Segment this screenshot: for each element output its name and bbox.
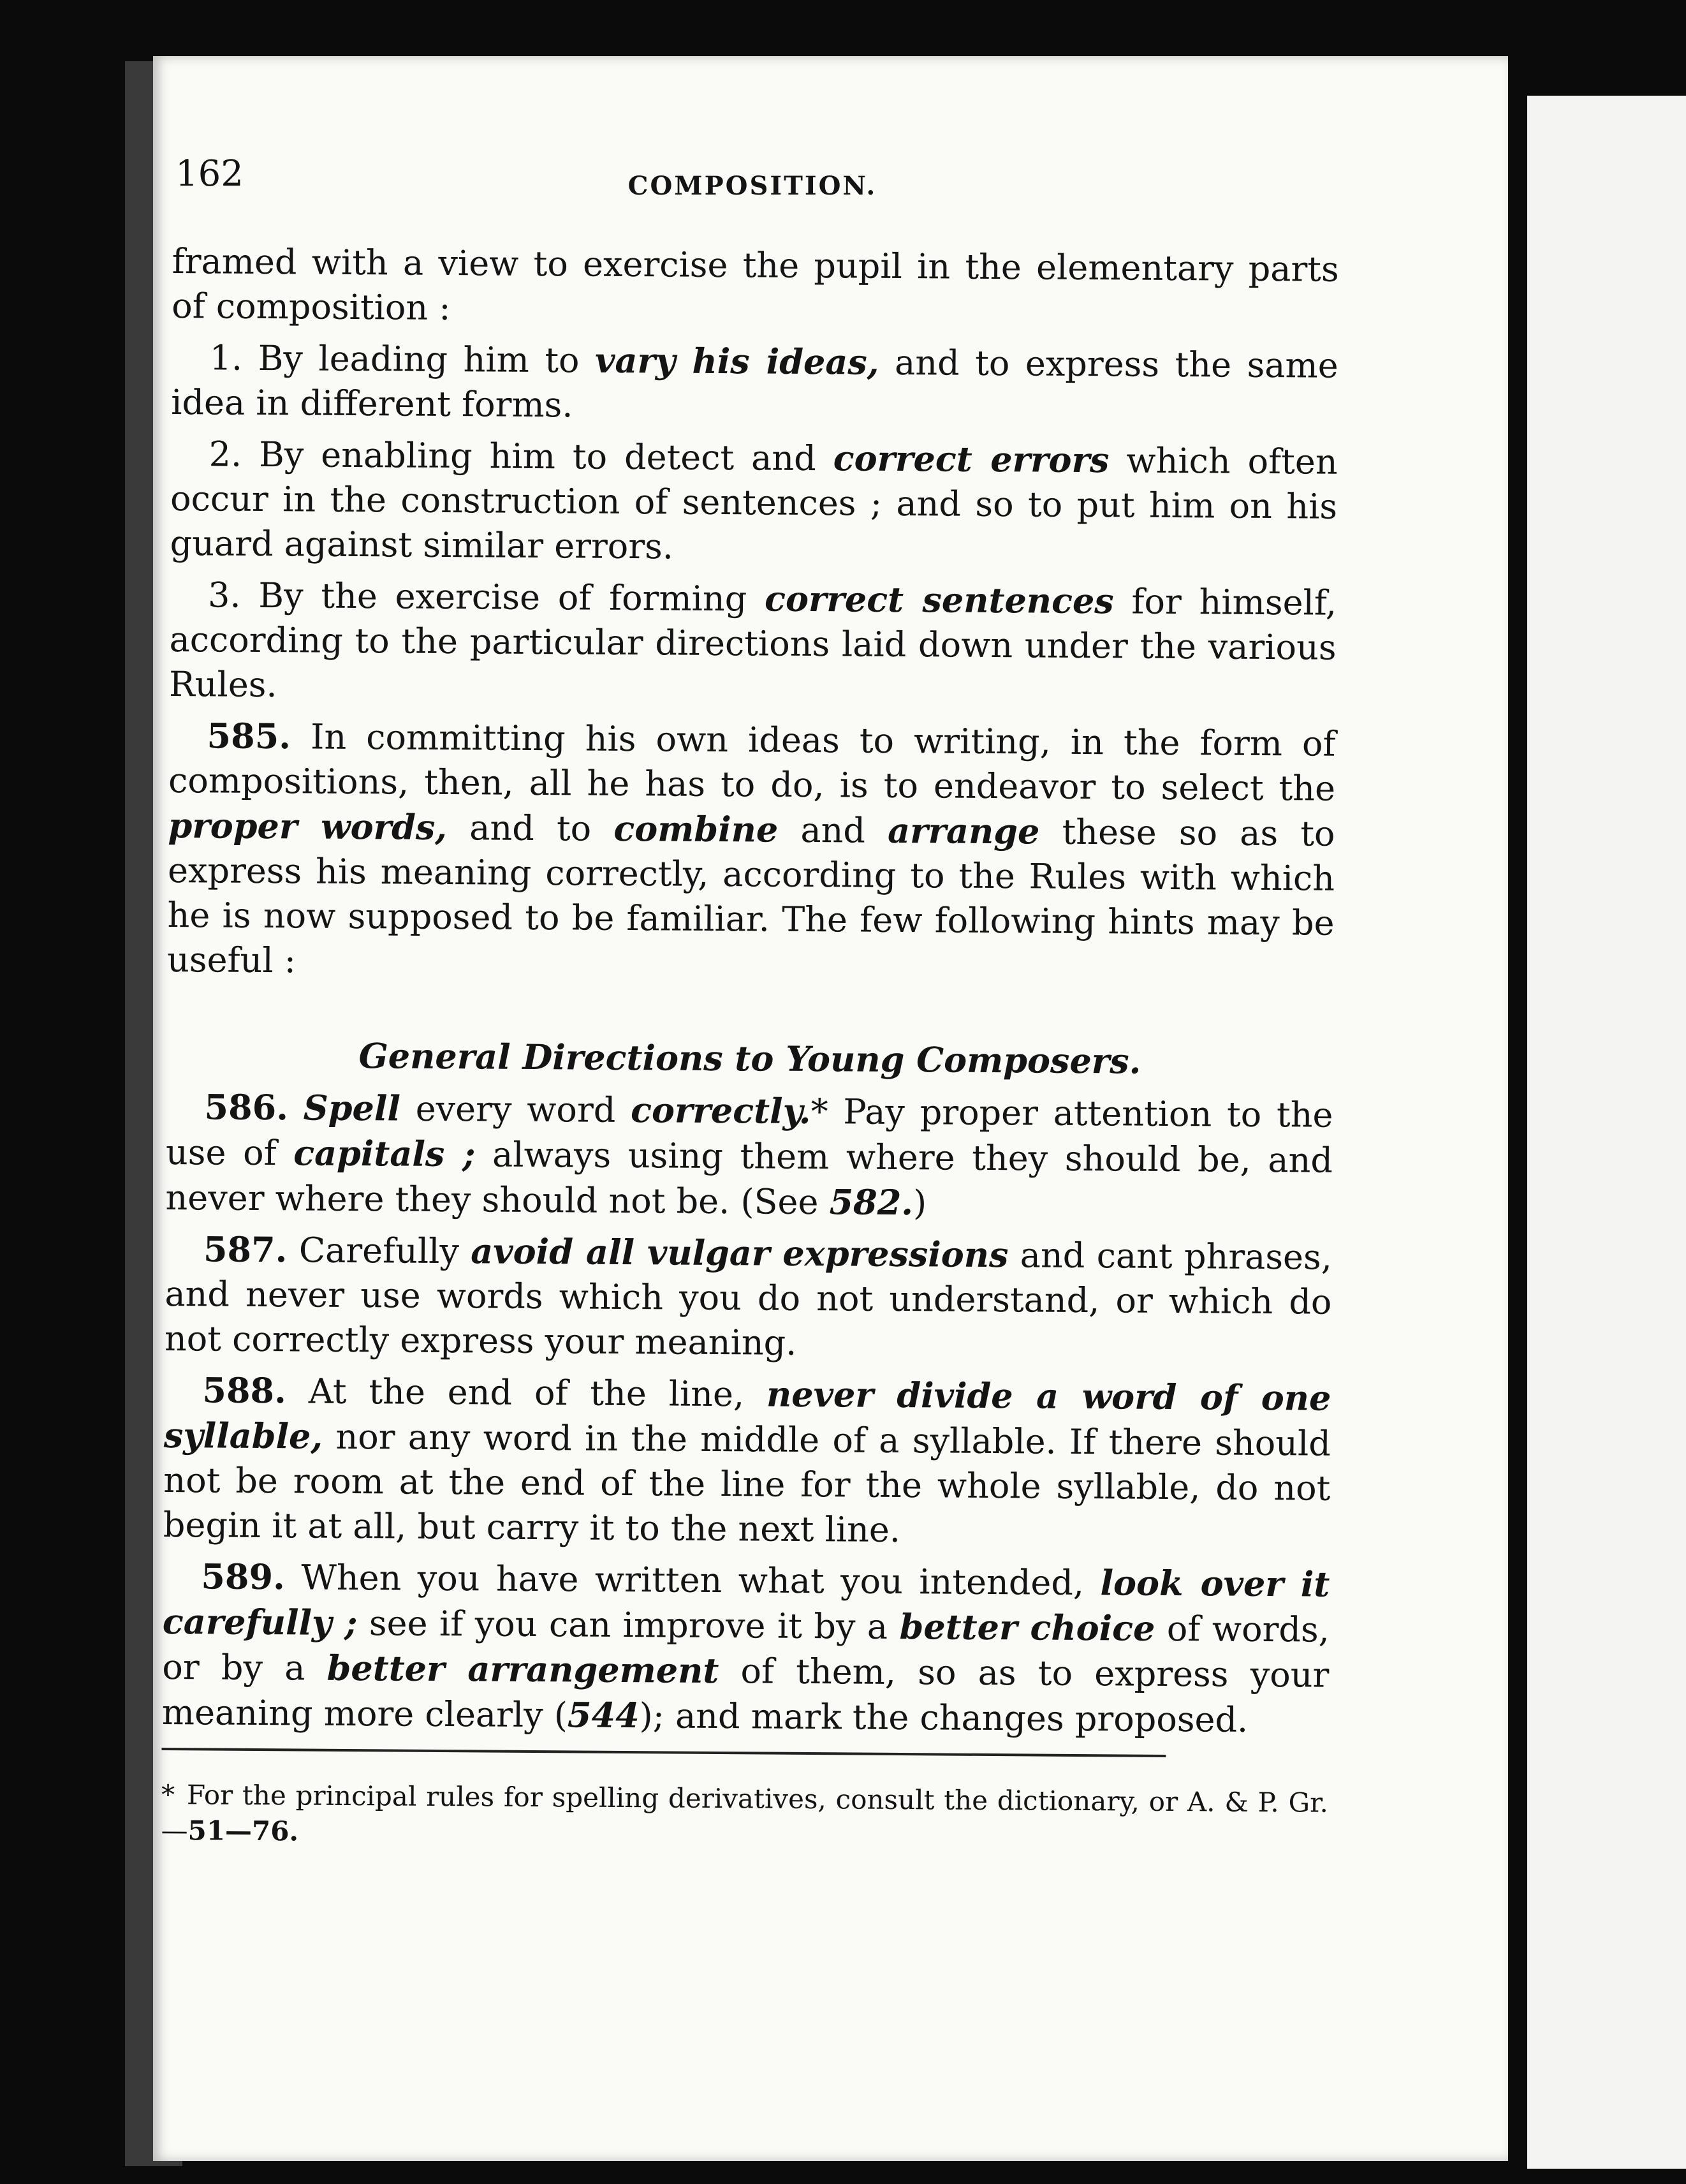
paragraph-585: 585. In committing his own ideas to writing, in the form of compositions, then, all he has to do, is to endeavor to select the proper words, and to combine and arrange these so as to express his meaning correctly, according to the Rules with which he is now supposed to be familiar. The few following hints may be useful : — [166, 715, 1336, 981]
footnote-marker: * — [810, 1091, 828, 1132]
facing-page-edge — [1527, 96, 1686, 2169]
page-gutter — [1508, 56, 1527, 2161]
paragraph-586: 586. Spell every word correctly.* Pay proper attention to the use of capitals ; always using them where they should be, and never where they should not be. (See 582.) — [165, 1086, 1333, 1223]
paragraph-588: 588. At the end of the line, never divide a word of one syllable, nor any word in the middle of a syllable. If there should not be room at the end of the line for the whole syllable, do not begin it at all, but carry it to the next line. — [163, 1369, 1331, 1551]
running-head: COMPOSITION. — [627, 171, 877, 201]
section-heading: General Directions to Young Composers. — [358, 1035, 1141, 1082]
footnote-mark: * — [161, 1778, 175, 1811]
paragraph-589: 589. When you have written what you intended, look over it carefully ; see if you can improve it by a better choice of words, or by a better arrangement of them, so as to express your meaning more clearly (544); and mark the changes proposed. — [161, 1556, 1330, 1740]
paragraph-number: 585. — [207, 715, 291, 757]
list-item-3: 3. By the exercise of forming correct sentences for himself, according to the particular directions laid down under the various Rules. — [168, 575, 1337, 705]
emphasis: vary his ideas, — [594, 339, 879, 383]
paragraph-number: 589. — [201, 1556, 286, 1598]
emphasis: correct errors — [833, 438, 1110, 481]
paragraph-587: 587. Carefully avoid all vulgar expressions and cant phrases, and never use words which you do not understand, or which do not correctly express your meaning. — [164, 1228, 1333, 1363]
paragraph-number: 586. — [204, 1086, 289, 1128]
intro-paragraph: framed with a view to exercise the pupil in the elementary parts of composition : — [172, 240, 1339, 328]
list-item-2: 2. By enabling him to detect and correct errors which often occur in the construction of sentences ; and so to put him on his guard against similar errors. — [170, 434, 1338, 567]
page-header — [166, 96, 1339, 201]
list-item-1: 1. By leading him to vary his ideas, and to express the same idea in different forms. — [170, 337, 1338, 425]
paragraph-number: 587. — [203, 1228, 288, 1271]
footnote: * For the principal rules for spelling derivatives, consult the dictionary, or A. & P. Gr.—51—76. — [161, 1777, 1328, 1857]
emphasis: correct sentences — [764, 578, 1114, 622]
footnote-rule — [161, 1748, 1166, 1757]
paragraph-number: 588. — [202, 1369, 287, 1412]
page-number: 162 — [175, 153, 244, 195]
page-body — [161, 239, 1339, 1884]
